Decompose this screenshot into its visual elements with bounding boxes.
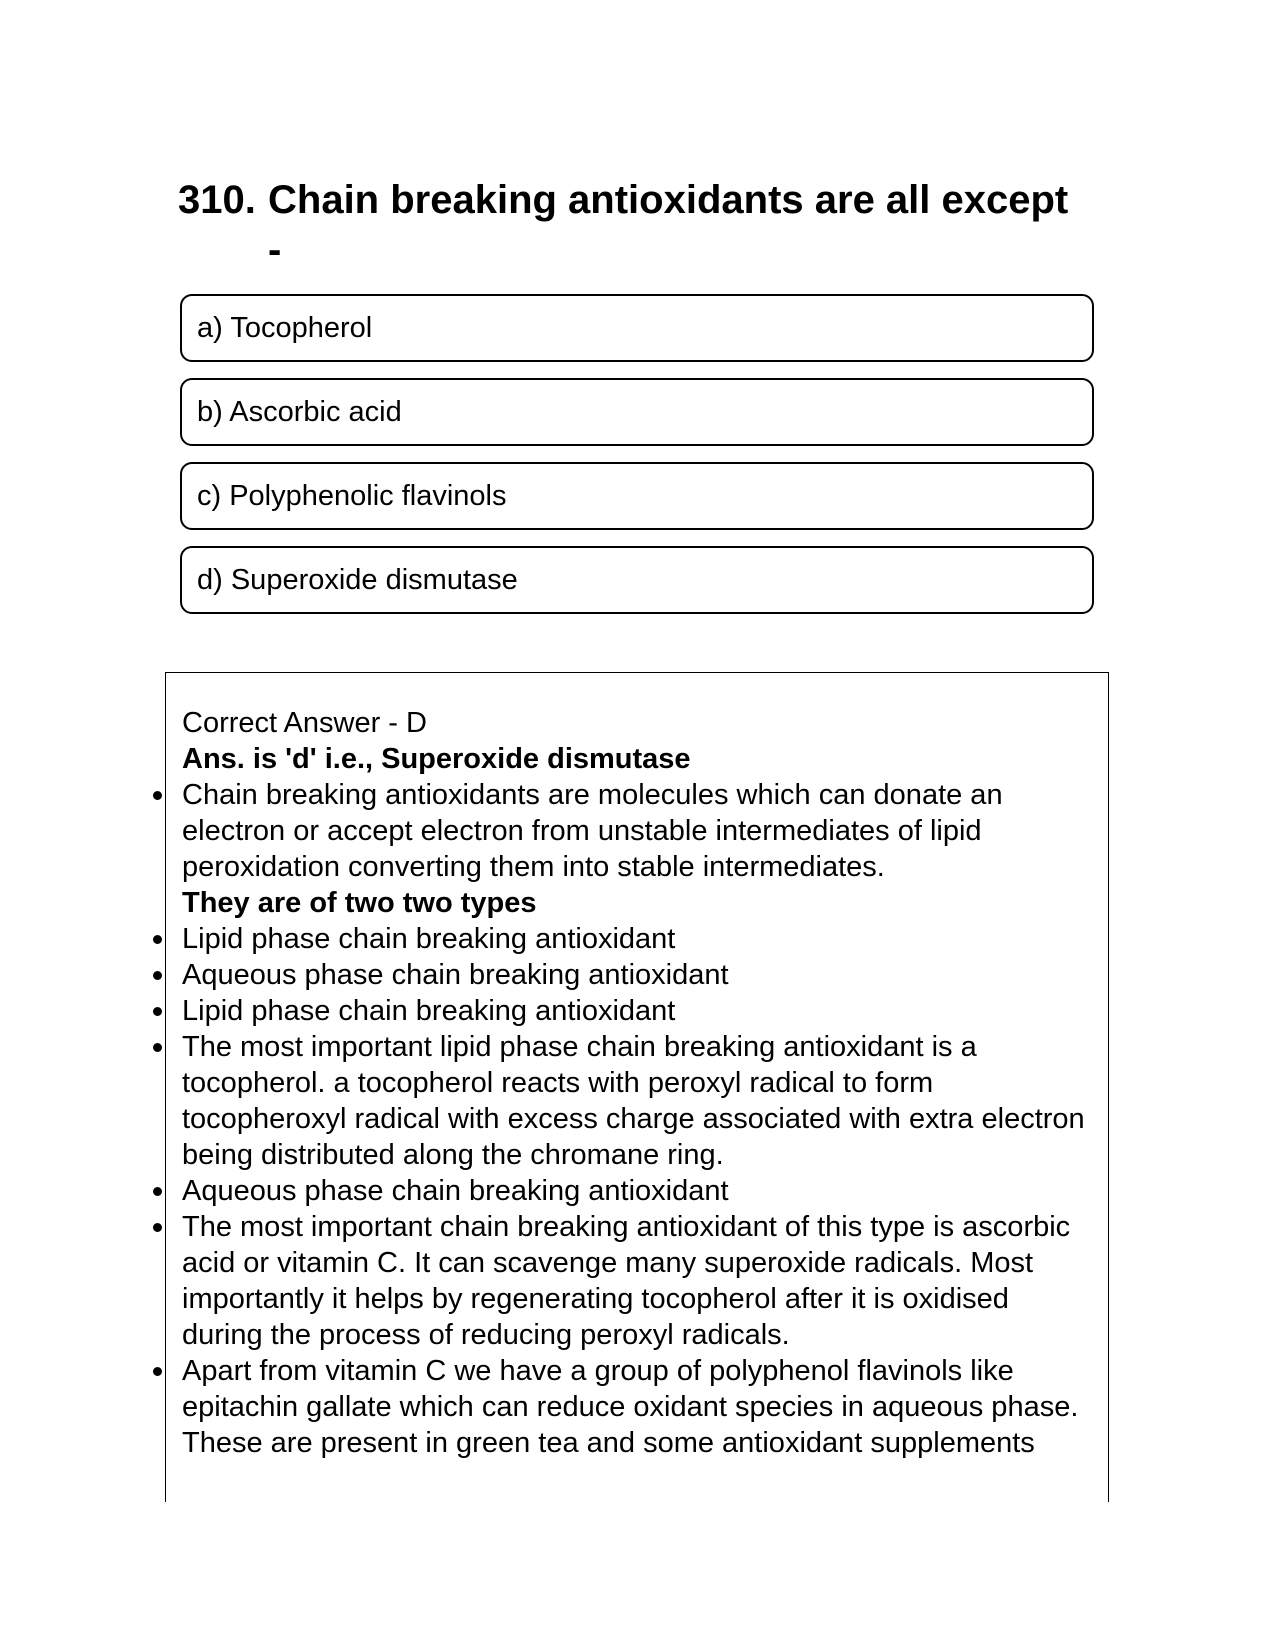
question-heading bbox=[178, 175, 1078, 275]
question-text: Chain breaking antioxidants are all except - bbox=[268, 178, 1069, 272]
question-number: 310. bbox=[178, 178, 256, 222]
correct-answer-line: Correct Answer - D bbox=[182, 707, 427, 739]
option-c[interactable]: c) Polyphenolic flavinols bbox=[180, 462, 1094, 530]
answer-content bbox=[182, 705, 1092, 1461]
explanation-bullet-5: The most important lipid phase chain breaking antioxidant is a tocopherol. a tocopherol reacts with peroxyl radical to form tocopheroxyl radical with excess charge associated with extra electron being distributed along the chromane ring. bbox=[182, 1029, 1092, 1173]
answer-summary-line: Ans. is 'd' i.e., Superoxide dismutase bbox=[182, 743, 691, 775]
explanation-bullet-2: Lipid phase chain breaking antioxidant bbox=[182, 921, 1092, 957]
answer-explanation-box bbox=[165, 672, 1109, 1502]
explanation-bullet-4: Lipid phase chain breaking antioxidant bbox=[182, 993, 1092, 1029]
types-heading: They are of two two types bbox=[182, 887, 537, 919]
option-b[interactable]: b) Ascorbic acid bbox=[180, 378, 1094, 446]
explanation-bullet-8: Apart from vitamin C we have a group of polyphenol flavinols like epitachin gallate which can reduce oxidant species in aqueous phase. These are present in green tea and some antioxidant supplements bbox=[182, 1353, 1092, 1461]
option-d[interactable]: d) Superoxide dismutase bbox=[180, 546, 1094, 614]
option-a[interactable]: a) Tocopherol bbox=[180, 294, 1094, 362]
explanation-bullet-3: Aqueous phase chain breaking antioxidant bbox=[182, 957, 1092, 993]
explanation-bullet-7: The most important chain breaking antioxidant of this type is ascorbic acid or vitamin C. It can scavenge many superoxide radicals. Most importantly it helps by regenerating tocopherol after it is oxidised during the process of reducing peroxyl radicals. bbox=[182, 1209, 1092, 1353]
explanation-bullet-1: Chain breaking antioxidants are molecules which can donate an electron or accept electron from unstable intermediates of lipid peroxidation converting them into stable intermediates. bbox=[182, 777, 1092, 885]
explanation-bullet-6: Aqueous phase chain breaking antioxidant bbox=[182, 1173, 1092, 1209]
options-list bbox=[180, 294, 1094, 630]
